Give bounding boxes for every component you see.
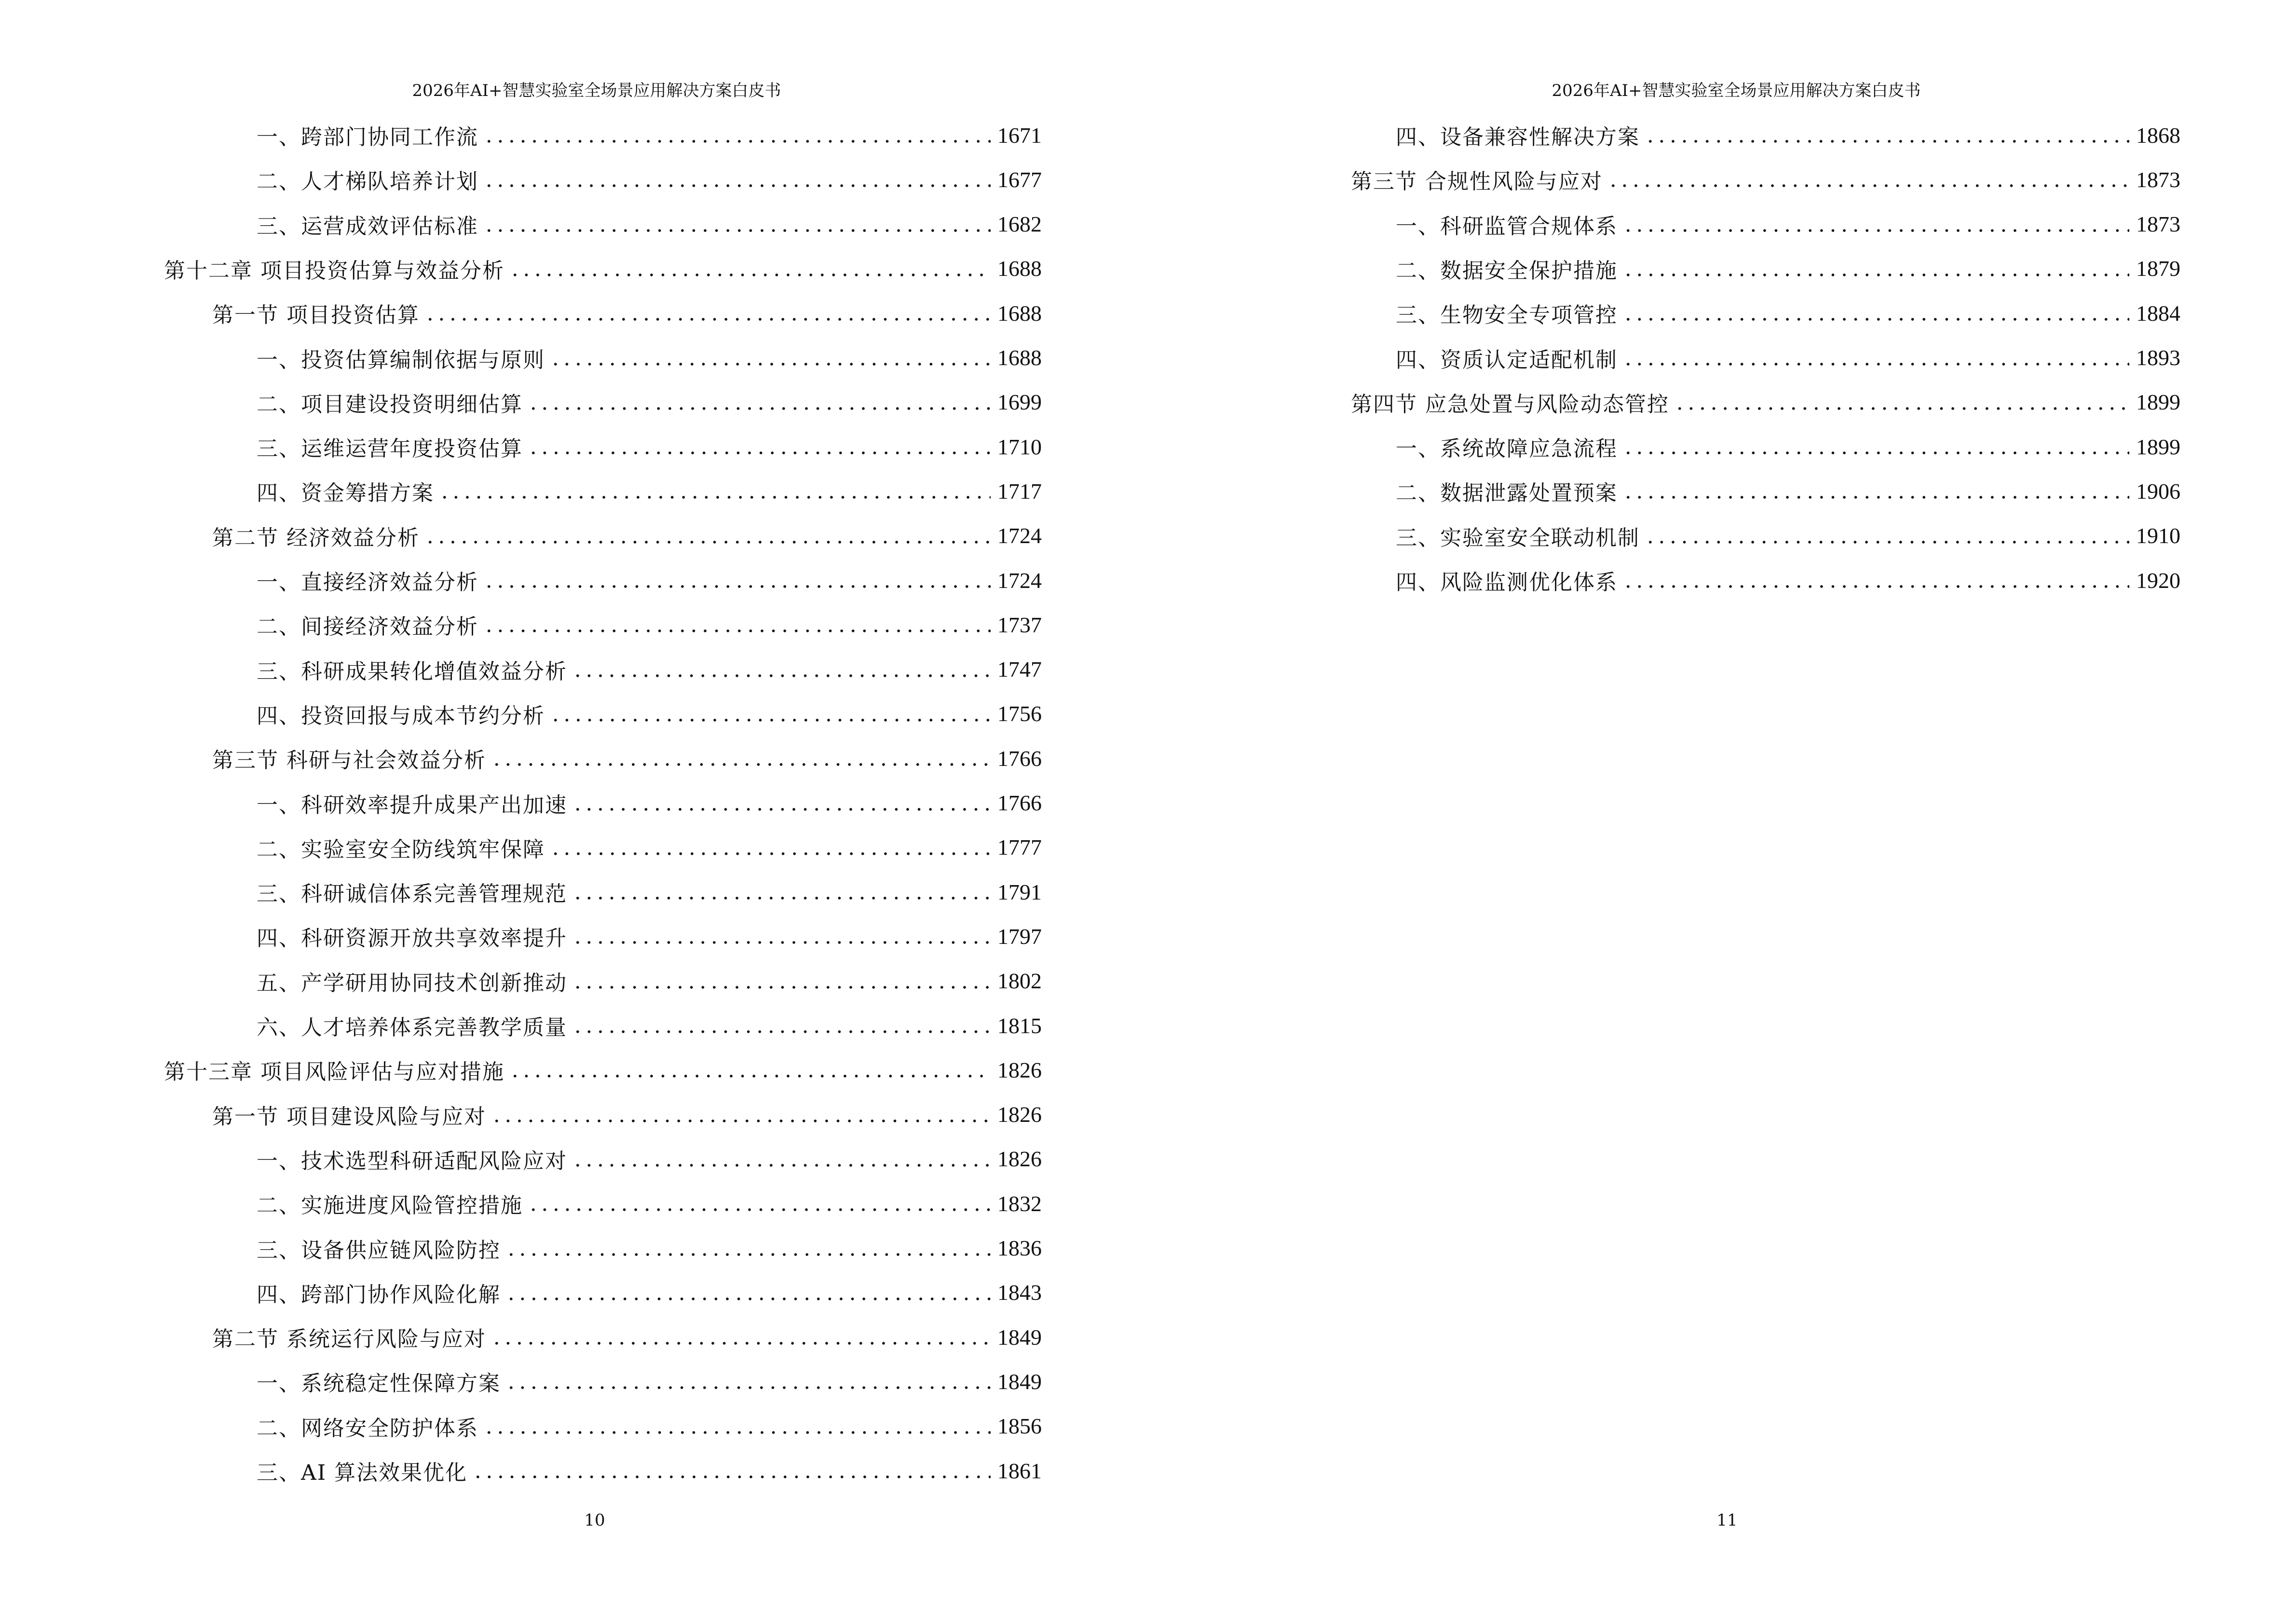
toc-entry-page-number: 1756	[997, 701, 1042, 726]
toc-entry-level-3[interactable]	[257, 202, 1042, 246]
toc-entry-title: 第三节 合规性风险与应对	[1351, 169, 1603, 194]
dot-leader	[424, 525, 991, 546]
toc-entry-level-3[interactable]	[257, 380, 1042, 424]
toc-entry-level-3[interactable]	[1396, 113, 2180, 157]
toc-entry-title: 四、资金筹措方案	[257, 481, 434, 506]
toc-entry-title: 第十二章 项目投资估算与效益分析	[164, 258, 504, 283]
toc-entry-level-3[interactable]	[257, 647, 1042, 692]
toc-entry-level-3[interactable]	[257, 959, 1042, 1003]
dot-leader	[528, 1193, 991, 1214]
toc-entry-title: 五、产学研用协同技术创新推动	[257, 970, 567, 996]
toc-entry-title: 四、资质认定适配机制	[1396, 347, 1618, 372]
toc-entry-level-3[interactable]	[1396, 336, 2180, 380]
toc-entry-title: 一、系统故障应急流程	[1396, 437, 1618, 462]
toc-entry-level-2[interactable]	[212, 736, 1042, 780]
toc-entry-page-number: 1710	[997, 434, 1042, 459]
toc-entry-level-3[interactable]	[257, 914, 1042, 958]
toc-entry-level-3[interactable]	[257, 558, 1042, 602]
toc-entry-title: 一、投资估算编制依据与原则	[257, 347, 545, 372]
toc-entry-title: 二、项目建设投资明细估算	[257, 392, 523, 417]
toc-entry-page-number: 1910	[2136, 523, 2180, 548]
toc-entry-level-2[interactable]	[212, 1092, 1042, 1137]
toc-entry-page-number: 1868	[2136, 123, 2180, 148]
toc-entry-page-number: 1724	[997, 523, 1042, 548]
toc-entry-level-3[interactable]	[1396, 558, 2180, 602]
toc-entry-title: 三、AI 算法效果优化	[257, 1460, 468, 1485]
toc-entry-level-3[interactable]	[257, 1137, 1042, 1181]
toc-entry-title: 第四节 应急处置与风险动态管控	[1351, 392, 1669, 417]
toc-entry-page-number: 1791	[997, 879, 1042, 904]
dot-leader	[1607, 169, 2129, 190]
toc-entry-page-number: 1893	[2136, 345, 2180, 370]
dot-leader	[483, 124, 991, 146]
toc-entry-page-number: 1688	[997, 300, 1042, 326]
page-number: 10	[584, 1511, 605, 1530]
toc-entry-page-number: 1717	[997, 478, 1042, 504]
toc-entry-title: 二、数据泄露处置预案	[1396, 481, 1618, 506]
toc-entry-title: 四、风险监测优化体系	[1396, 570, 1618, 595]
toc-entry-page-number: 1879	[2136, 256, 2180, 281]
dot-leader	[491, 1104, 991, 1125]
toc-entry-page-number: 1826	[997, 1102, 1042, 1127]
toc-entry-page-number: 1688	[997, 345, 1042, 370]
toc-entry-title: 三、科研成果转化增值效益分析	[257, 659, 567, 684]
toc-entry-page-number: 1766	[997, 791, 1042, 815]
toc-entry-page-number: 1899	[2136, 434, 2180, 459]
toc-entry-page-number: 1677	[997, 167, 1042, 192]
toc-entry-level-3[interactable]	[1396, 424, 2180, 469]
toc-entry-page-number: 1826	[997, 1146, 1042, 1172]
dot-leader	[550, 837, 991, 858]
toc-entry-level-3[interactable]	[257, 825, 1042, 870]
toc-entry-page-number: 1920	[2136, 568, 2180, 593]
dot-leader	[1622, 347, 2129, 368]
toc-entry-title: 三、生物安全专项管控	[1396, 303, 1618, 328]
toc-entry-page-number: 1815	[997, 1013, 1042, 1038]
toc-entry-title: 一、跨部门协同工作流	[257, 125, 478, 150]
dot-leader	[572, 970, 991, 992]
running-header: 2026年AI+智慧实验室全场景应用解决方案白皮书	[412, 81, 781, 100]
toc-entry-page-number: 1849	[997, 1324, 1042, 1350]
toc-entry-title: 二、间接经济效益分析	[257, 614, 478, 640]
dot-leader	[509, 258, 991, 279]
toc-entry-page-number: 1699	[997, 390, 1042, 415]
toc-entry-title: 第十三章 项目风险评估与应对措施	[164, 1060, 504, 1085]
dot-leader	[483, 570, 991, 591]
toc-entry-title: 第二节 经济效益分析	[212, 525, 420, 550]
toc-entry-title: 三、设备供应链风险防控	[257, 1238, 501, 1263]
toc-entry-level-2[interactable]	[212, 1315, 1042, 1359]
toc-entry-level-3[interactable]	[257, 781, 1042, 825]
dot-leader	[472, 1460, 991, 1481]
dot-leader	[483, 169, 991, 190]
toc-entry-page-number: 1832	[997, 1191, 1042, 1216]
toc-entry-level-3[interactable]	[257, 469, 1042, 513]
dot-leader	[550, 347, 991, 368]
toc-entry-page-number: 1856	[997, 1414, 1042, 1439]
dot-leader	[509, 1059, 991, 1080]
toc-entry-level-3[interactable]	[257, 602, 1042, 647]
toc-entry-page-number: 1836	[997, 1236, 1042, 1260]
toc-entry-level-2[interactable]	[212, 291, 1042, 335]
dot-leader	[505, 1371, 991, 1392]
toc-entry-level-3[interactable]	[257, 336, 1042, 380]
dot-leader	[483, 214, 991, 235]
toc-entry-title: 第三节 科研与社会效益分析	[212, 748, 486, 773]
right-page	[1144, 0, 2287, 1624]
toc-entry-level-3[interactable]	[1396, 469, 2180, 513]
toc-entry-title: 第一节 项目建设风险与应对	[212, 1104, 486, 1129]
dot-leader	[572, 926, 991, 947]
toc-entry-level-3[interactable]	[1396, 246, 2180, 291]
dot-leader	[483, 614, 991, 635]
toc-entry-level-2[interactable]	[212, 514, 1042, 558]
toc-entry-page-number: 1906	[2136, 478, 2180, 504]
toc-entry-title: 三、实验室安全联动机制	[1396, 525, 1640, 550]
dot-leader	[1622, 570, 2129, 591]
toc-entry-level-3[interactable]	[257, 157, 1042, 202]
toc-entry-page-number: 1899	[2136, 390, 2180, 415]
toc-entry-page-number: 1688	[997, 256, 1042, 281]
toc-entry-level-2[interactable]	[1351, 157, 2180, 202]
toc-entry-page-number: 1671	[997, 123, 1042, 148]
toc-entry-page-number: 1873	[2136, 167, 2180, 192]
toc-entry-title: 四、科研资源开放共享效率提升	[257, 926, 567, 951]
dot-leader	[491, 1326, 991, 1348]
dot-leader	[424, 302, 991, 324]
toc-entry-level-3[interactable]	[257, 1181, 1042, 1226]
toc-entry-level-2[interactable]	[1351, 380, 2180, 424]
toc-entry-title: 三、运维运营年度投资估算	[257, 437, 523, 462]
toc-entry-title: 六、人才培养体系完善教学质量	[257, 1015, 567, 1040]
toc-entry-page-number: 1777	[997, 835, 1042, 860]
toc-entry-page-number: 1797	[997, 924, 1042, 949]
dot-leader	[528, 436, 991, 457]
toc-entry-title: 二、实施进度风险管控措施	[257, 1193, 523, 1218]
toc-entry-title: 四、投资回报与成本节约分析	[257, 703, 545, 728]
toc-entry-title: 四、设备兼容性解决方案	[1396, 125, 1640, 150]
toc-entry-level-3[interactable]	[1396, 514, 2180, 558]
toc-entry-level-3[interactable]	[257, 1448, 1042, 1493]
dot-leader	[483, 1416, 991, 1437]
toc-entry-level-3[interactable]	[257, 113, 1042, 157]
toc-entry-title: 三、科研诚信体系完善管理规范	[257, 882, 567, 907]
toc-entry-title: 第一节 项目投资估算	[212, 303, 420, 328]
toc-entry-page-number: 1766	[997, 746, 1042, 771]
dot-leader	[1645, 525, 2129, 546]
toc-entry-level-3[interactable]	[1396, 291, 2180, 335]
toc-entry-level-3[interactable]	[257, 1226, 1042, 1270]
toc-entry-level-3[interactable]	[257, 692, 1042, 736]
page-number: 11	[1716, 1511, 1738, 1530]
toc-entry-title: 二、数据安全保护措施	[1396, 258, 1618, 283]
toc-entry-title: 一、科研监管合规体系	[1396, 214, 1618, 239]
toc-entry-title: 第二节 系统运行风险与应对	[212, 1327, 486, 1352]
toc-entry-title: 一、科研效率提升成果产出加速	[257, 792, 567, 818]
dot-leader	[1645, 124, 2129, 146]
toc-entry-page-number: 1884	[2136, 300, 2180, 326]
toc-entry-title: 一、系统稳定性保障方案	[257, 1371, 501, 1396]
dot-leader	[1622, 214, 2129, 235]
toc-entry-page-number: 1724	[997, 568, 1042, 593]
running-header: 2026年AI+智慧实验室全场景应用解决方案白皮书	[1552, 81, 1921, 100]
dot-leader	[528, 392, 991, 413]
dot-leader	[572, 1148, 991, 1170]
toc-entry-level-3[interactable]	[257, 1404, 1042, 1448]
dot-leader	[572, 659, 991, 680]
dot-leader	[491, 748, 991, 769]
toc-entry-title: 一、直接经济效益分析	[257, 570, 478, 595]
toc-entry-title: 二、实验室安全防线筑牢保障	[257, 837, 545, 862]
dot-leader	[439, 480, 991, 502]
toc-entry-page-number: 1861	[997, 1458, 1042, 1483]
toc-entry-page-number: 1826	[997, 1057, 1042, 1082]
toc-entry-level-1[interactable]	[164, 246, 1042, 291]
toc-entry-level-1[interactable]	[164, 1048, 1042, 1092]
toc-entry-title: 二、网络安全防护体系	[257, 1416, 478, 1441]
toc-entry-level-3[interactable]	[257, 1359, 1042, 1404]
toc-entry-page-number: 1747	[997, 657, 1042, 682]
toc-entry-title: 三、运营成效评估标准	[257, 214, 478, 239]
dot-leader	[550, 703, 991, 724]
toc-entry-title: 一、技术选型科研适配风险应对	[257, 1148, 567, 1174]
toc-entry-page-number: 1802	[997, 969, 1042, 994]
dot-leader	[1622, 258, 2129, 279]
toc-entry-level-3[interactable]	[257, 1270, 1042, 1315]
dot-leader	[572, 881, 991, 902]
toc-entry-page-number: 1737	[997, 612, 1042, 637]
dot-leader	[572, 1015, 991, 1036]
toc-entry-title: 二、人才梯队培养计划	[257, 169, 478, 194]
toc-entry-page-number: 1843	[997, 1280, 1042, 1305]
dot-leader	[572, 792, 991, 814]
dot-leader	[1622, 480, 2129, 502]
dot-leader	[505, 1238, 991, 1259]
toc-entry-level-3[interactable]	[257, 424, 1042, 469]
toc-entry-page-number: 1873	[2136, 212, 2180, 237]
toc-entry-title: 四、跨部门协作风险化解	[257, 1282, 501, 1307]
toc-entry-page-number: 1849	[997, 1369, 1042, 1394]
dot-leader	[1622, 302, 2129, 324]
toc-entry-level-3[interactable]	[257, 870, 1042, 914]
dot-leader	[505, 1282, 991, 1303]
toc-entry-page-number: 1682	[997, 212, 1042, 237]
dot-leader	[1674, 392, 2129, 413]
toc-entry-level-3[interactable]	[1396, 202, 2180, 246]
toc-entry-level-3[interactable]	[257, 1003, 1042, 1048]
dot-leader	[1622, 436, 2129, 457]
